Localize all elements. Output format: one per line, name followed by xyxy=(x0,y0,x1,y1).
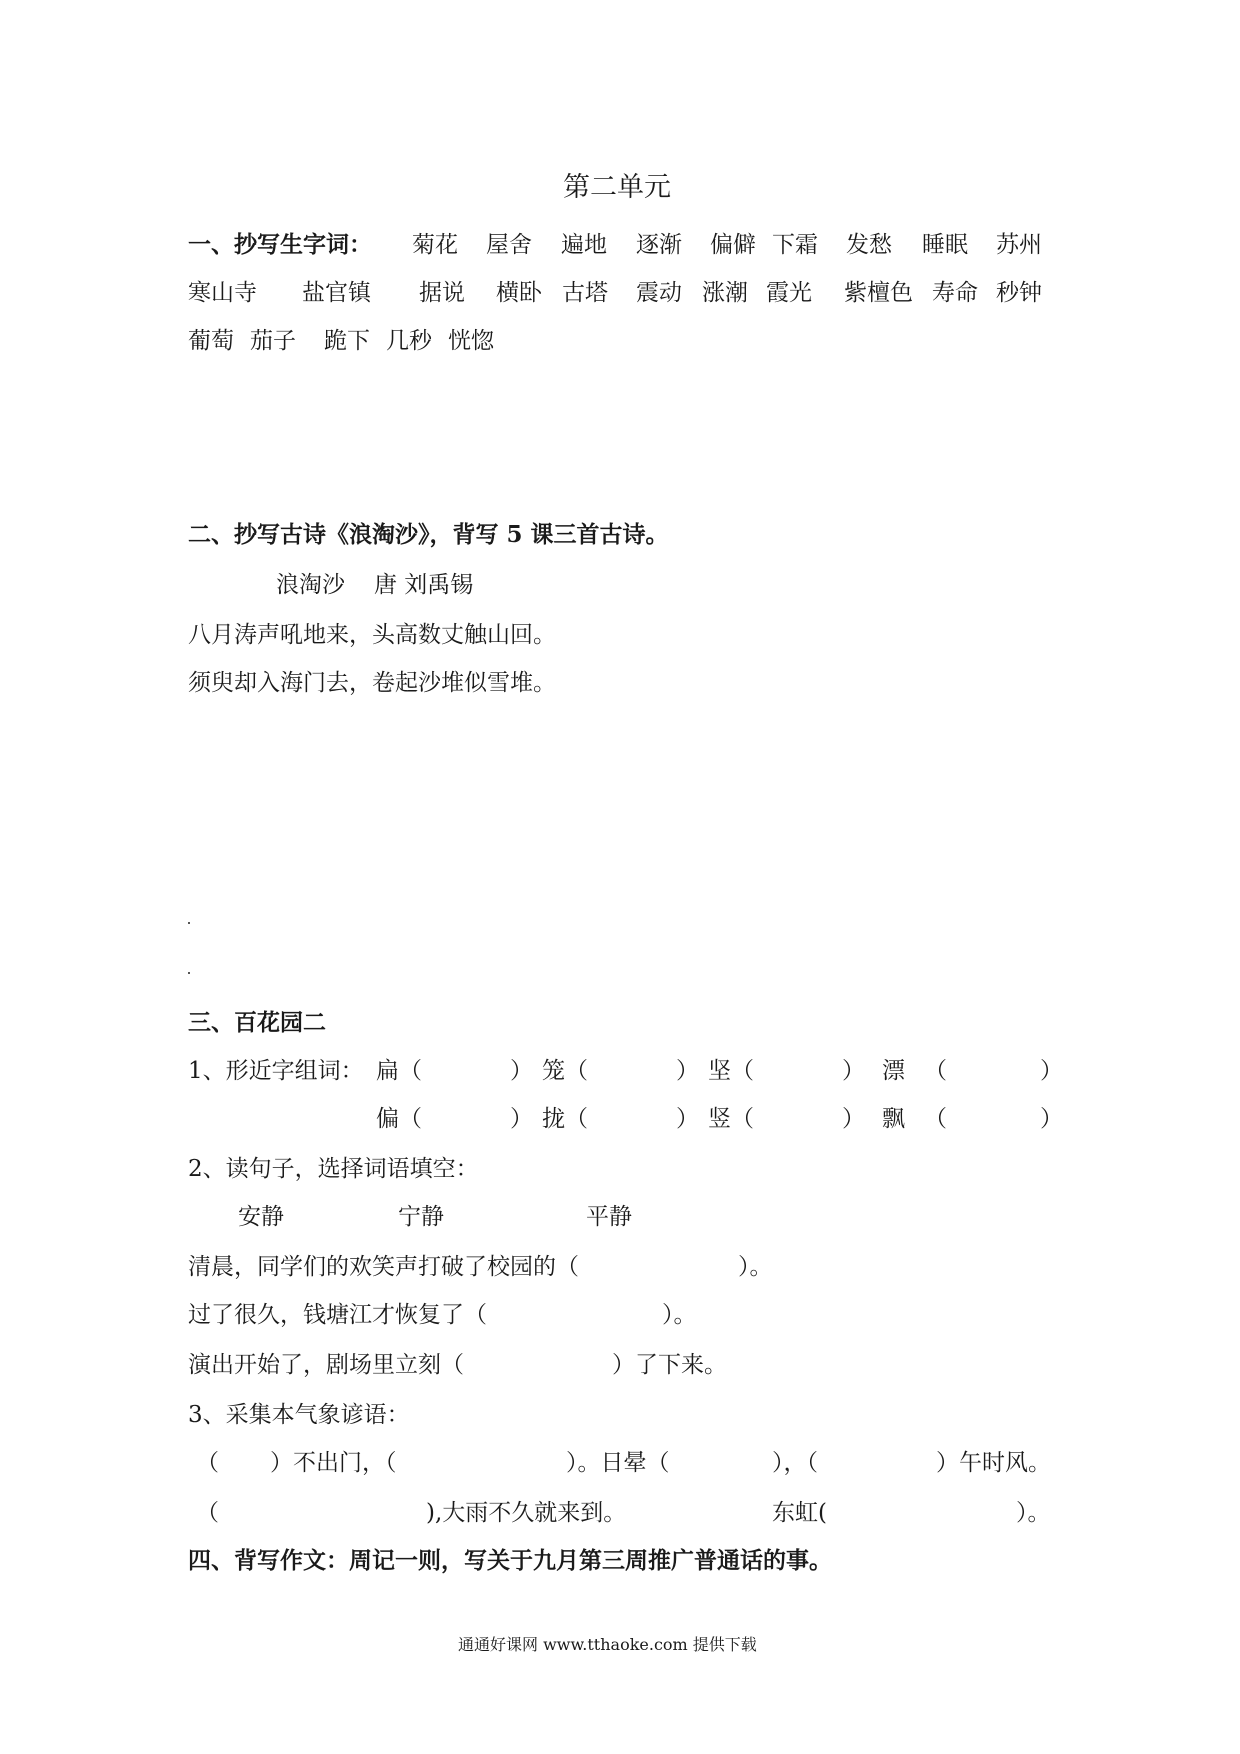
char-blank-open: 竖（ xyxy=(708,1106,754,1132)
page-title: 第二单元 xyxy=(563,172,671,203)
word: 震动 xyxy=(636,280,682,306)
proverb-part: （ xyxy=(196,1450,219,1476)
word: 据说 xyxy=(419,280,465,306)
char-blank-open: 笼（ xyxy=(542,1058,588,1084)
sentence-start: 过了很久，钱塘江才恢复了（ xyxy=(188,1302,487,1328)
sentence-end: ）了下来。 xyxy=(612,1352,727,1378)
q3-label: 3、采集本气象谚语： xyxy=(188,1402,410,1428)
blank-close: ） xyxy=(842,1058,865,1084)
sentence-start: 清晨，同学们的欢笑声打破了校园的（ xyxy=(188,1254,579,1280)
word: 葡萄 xyxy=(188,328,234,354)
word: 秒钟 xyxy=(996,280,1042,306)
blank-close: ） xyxy=(676,1106,699,1132)
char: 漂 xyxy=(882,1058,905,1084)
word: 逐渐 xyxy=(636,232,682,258)
word: 苏州 xyxy=(996,232,1042,258)
sentence-end: ）。 xyxy=(738,1254,773,1280)
sentence-end: ）。 xyxy=(662,1302,697,1328)
section3-heading: 三、百花园二 xyxy=(188,1009,326,1036)
q1-label: 1、形近字组词： xyxy=(188,1058,364,1084)
word: 茄子 xyxy=(250,328,296,354)
word: 跪下 xyxy=(324,328,370,354)
word: 偏僻 xyxy=(710,232,756,258)
proverb-part: （ xyxy=(196,1500,219,1526)
blank-close: ） xyxy=(510,1058,533,1084)
blank-close: ） xyxy=(510,1106,533,1132)
blank-close: ） xyxy=(842,1106,865,1132)
char-blank-open: 偏（ xyxy=(376,1106,422,1132)
word: 恍惚 xyxy=(448,328,494,354)
proverb-part: ）不出门，（ xyxy=(270,1450,397,1476)
blank-open: （ xyxy=(924,1058,947,1084)
word-option: 安静 xyxy=(238,1204,284,1230)
word: 屋舍 xyxy=(486,232,532,258)
char: 飘 xyxy=(882,1106,905,1132)
proverb-part: ）。日晕（ xyxy=(566,1450,670,1476)
q2-label: 2、读句子，选择词语填空： xyxy=(188,1156,479,1182)
proverb-part: ），（ xyxy=(772,1450,818,1476)
proverb-part: ),大雨不久就来到。 xyxy=(426,1500,627,1526)
word: 遍地 xyxy=(561,232,607,258)
char-blank-open: 坚（ xyxy=(708,1058,754,1084)
poem-line: 须臾却入海门去，卷起沙堆似雪堆。 xyxy=(188,670,556,696)
word: 寿命 xyxy=(932,280,978,306)
scan-dot xyxy=(188,922,190,924)
word: 涨潮 xyxy=(702,280,748,306)
blank-close: ） xyxy=(1040,1058,1063,1084)
word: 睡眠 xyxy=(922,232,968,258)
word: 下霜 xyxy=(772,232,818,258)
blank-close: ） xyxy=(1040,1106,1063,1132)
word: 霞光 xyxy=(766,280,812,306)
proverb-part: ）。 xyxy=(1016,1500,1051,1526)
word: 横卧 xyxy=(496,280,542,306)
sentence-start: 演出开始了，剧场里立刻（ xyxy=(188,1352,464,1378)
word: 紫檀色 xyxy=(844,280,913,306)
section1-heading: 一、抄写生字词： xyxy=(188,231,372,258)
word: 菊花 xyxy=(412,232,458,258)
section4-heading: 四、背写作文：周记一则，写关于九月第三周推广普通话的事。 xyxy=(188,1547,832,1574)
char-blank-open: 拢（ xyxy=(542,1106,588,1132)
word-option: 平静 xyxy=(586,1204,632,1230)
blank-open: （ xyxy=(924,1106,947,1132)
word: 古塔 xyxy=(562,280,608,306)
footer-source: 通通好课网 www.tthaoke.com 提供下载 xyxy=(458,1635,757,1654)
blank-close: ） xyxy=(676,1058,699,1084)
proverb-part: 东虹( xyxy=(772,1500,827,1526)
word: 几秒 xyxy=(386,328,432,354)
proverb-part: ）午时风。 xyxy=(936,1450,1051,1476)
char-blank-open: 扁（ xyxy=(376,1058,422,1084)
word: 寒山寺 xyxy=(188,280,257,306)
poem-title: 浪淘沙 xyxy=(276,572,345,598)
poem-line: 八月涛声吼地来，头高数丈触山回。 xyxy=(188,622,556,648)
scan-dot xyxy=(188,972,190,974)
word: 发愁 xyxy=(846,232,892,258)
word: 盐官镇 xyxy=(302,280,371,306)
section2-heading: 二、抄写古诗《浪淘沙》，背写 5 课三首古诗。 xyxy=(188,521,669,548)
poem-author: 唐 刘禹锡 xyxy=(374,572,474,598)
word-option: 宁静 xyxy=(398,1204,444,1230)
